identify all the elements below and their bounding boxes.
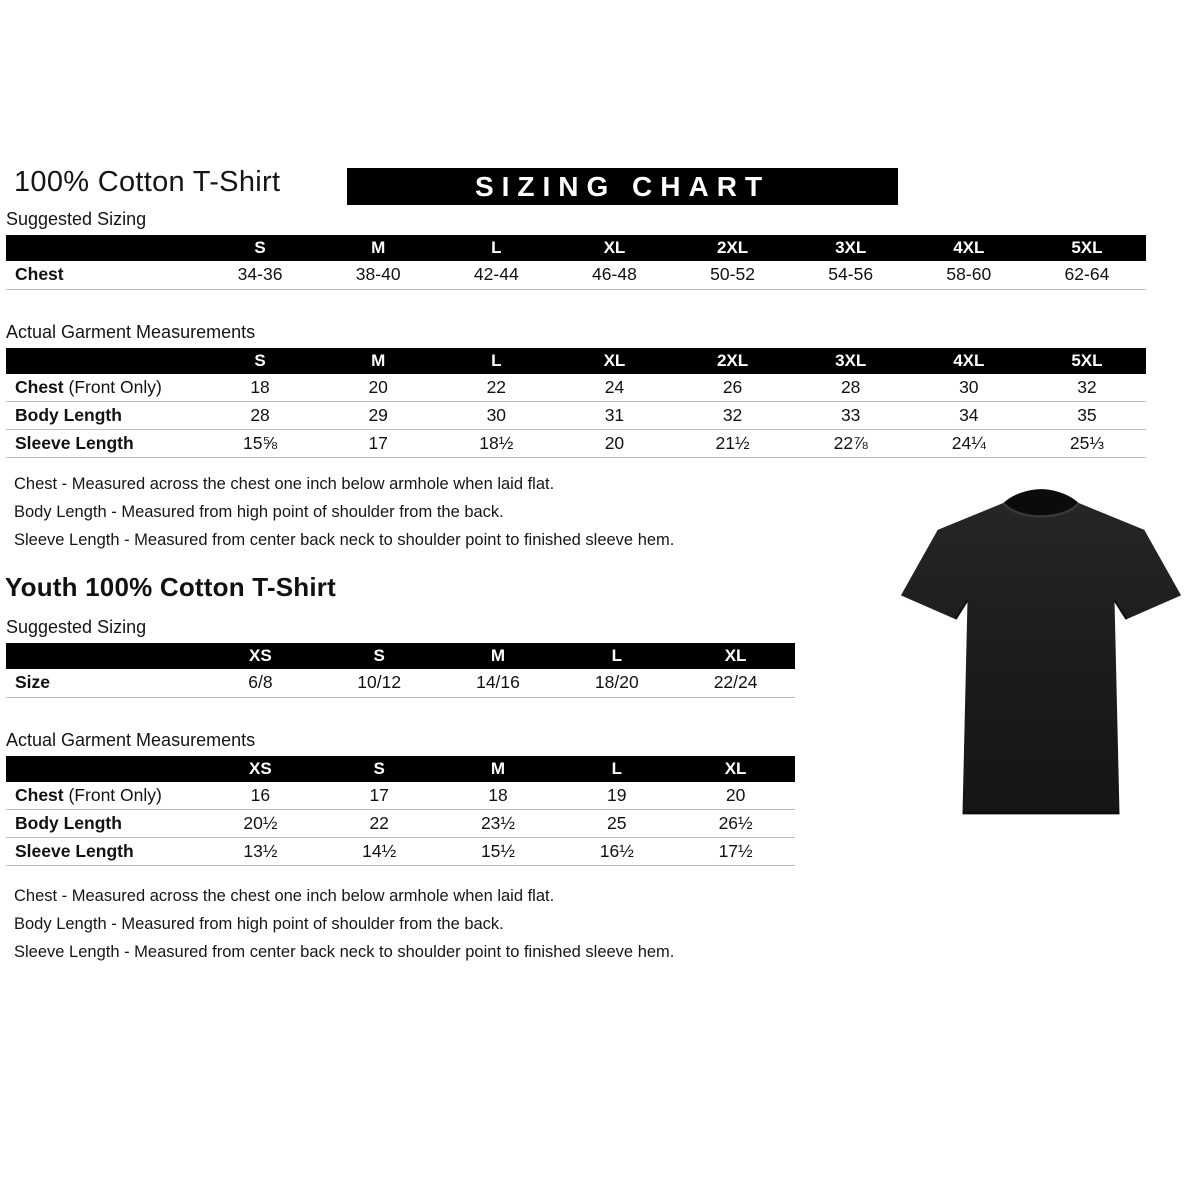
cell-value: 20 — [555, 430, 673, 458]
size-header: M — [439, 643, 558, 669]
youth-actual-measurements-table — [6, 756, 795, 867]
size-header: M — [319, 348, 437, 374]
cell-value: 26½ — [676, 810, 795, 838]
size-header: S — [320, 643, 439, 669]
cell-value: 30 — [437, 402, 555, 430]
cell-value: 23½ — [439, 810, 558, 838]
size-header: 2XL — [674, 348, 792, 374]
note-line: Sleeve Length - Measured from center back neck to shoulder point to finished sleeve hem. — [14, 531, 675, 549]
cell-value: 34-36 — [201, 261, 319, 289]
cell-value: 22⅞ — [792, 430, 910, 458]
row-label: Chest (Front Only) — [6, 374, 201, 402]
table-row — [6, 782, 795, 810]
row-label: Sleeve Length — [6, 838, 201, 866]
tshirt-illustration — [892, 477, 1190, 835]
row-label: Sleeve Length — [6, 430, 201, 458]
cell-value: 33 — [792, 402, 910, 430]
row-label: Body Length — [6, 810, 201, 838]
cell-value: 28 — [792, 374, 910, 402]
table-header-row — [6, 235, 1146, 261]
cell-value: 38-40 — [319, 261, 437, 289]
cell-value: 30 — [910, 374, 1028, 402]
cell-value: 22 — [320, 810, 439, 838]
youth-suggested-sizing-label: Suggested Sizing — [6, 617, 147, 637]
size-header: 3XL — [792, 235, 910, 261]
size-header: S — [320, 756, 439, 782]
table-header-row — [6, 643, 795, 669]
adult-actual-measurements-table — [6, 348, 1146, 459]
corner-cell — [6, 348, 201, 374]
table-row — [6, 810, 795, 838]
cell-value: 25 — [557, 810, 676, 838]
size-header: XL — [676, 756, 795, 782]
cell-value: 14½ — [320, 838, 439, 866]
cell-value: 31 — [555, 402, 673, 430]
table-row — [6, 374, 1146, 402]
size-header: M — [319, 235, 437, 261]
cell-value: 58-60 — [910, 261, 1028, 289]
cell-value: 15⅝ — [201, 430, 319, 458]
cell-value: 17 — [319, 430, 437, 458]
cell-value: 62-64 — [1028, 261, 1146, 289]
youth-title: Youth 100% Cotton T-Shirt — [5, 572, 336, 602]
cell-value: 29 — [319, 402, 437, 430]
table-row — [6, 669, 795, 697]
youth-measurement-notes — [14, 882, 1200, 966]
cell-value: 35 — [1028, 402, 1146, 430]
cell-value: 13½ — [201, 838, 320, 866]
table-row — [6, 430, 1146, 458]
adult-actual-measurements-label: Actual Garment Measurements — [6, 321, 256, 342]
note-line: Sleeve Length - Measured from center back neck to shoulder point to finished sleeve hem. — [14, 943, 675, 961]
youth-actual-measurements-label: Actual Garment Measurements — [6, 729, 256, 750]
cell-value: 34 — [910, 402, 1028, 430]
cell-value: 6/8 — [201, 669, 320, 697]
cell-value: 20 — [676, 782, 795, 810]
cell-value: 19 — [557, 782, 676, 810]
size-header: XL — [555, 235, 673, 261]
row-label: Chest — [6, 261, 201, 289]
cell-value: 25⅓ — [1028, 430, 1146, 458]
sizing-chart-banner: SIZING CHART — [347, 168, 898, 205]
note-line: Body Length - Measured from high point of shoulder from the back. — [14, 915, 504, 933]
row-label: Chest (Front Only) — [6, 782, 201, 810]
cell-value: 32 — [1028, 374, 1146, 402]
adult-suggested-sizing-label: Suggested Sizing — [6, 209, 147, 229]
tshirt-body-shape — [901, 503, 1181, 813]
row-label: Size — [6, 669, 201, 697]
cell-value: 18½ — [437, 430, 555, 458]
row-label: Body Length — [6, 402, 201, 430]
cell-value: 28 — [201, 402, 319, 430]
black-tshirt-photo — [892, 477, 1190, 835]
cell-value: 22 — [437, 374, 555, 402]
cell-value: 24¼ — [910, 430, 1028, 458]
size-header: S — [201, 348, 319, 374]
table-header-row — [6, 348, 1146, 374]
size-header: L — [437, 235, 555, 261]
cell-value: 21½ — [674, 430, 792, 458]
adult-title: 100% Cotton T-Shirt — [14, 166, 281, 198]
size-header: 4XL — [910, 348, 1028, 374]
cell-value: 26 — [674, 374, 792, 402]
corner-cell — [6, 235, 201, 261]
cell-value: 20 — [319, 374, 437, 402]
cell-value: 20½ — [201, 810, 320, 838]
cell-value: 54-56 — [792, 261, 910, 289]
youth-suggested-sizing-table — [6, 643, 795, 698]
cell-value: 15½ — [439, 838, 558, 866]
cell-value: 46-48 — [555, 261, 673, 289]
size-header: 5XL — [1028, 348, 1146, 374]
cell-value: 32 — [674, 402, 792, 430]
cell-value: 18/20 — [557, 669, 676, 697]
cell-value: 24 — [555, 374, 673, 402]
size-header: L — [557, 756, 676, 782]
corner-cell — [6, 756, 201, 782]
cell-value: 18 — [439, 782, 558, 810]
size-header: XL — [555, 348, 673, 374]
cell-value: 50-52 — [674, 261, 792, 289]
note-line: Chest - Measured across the chest one inch below armhole when laid flat. — [14, 475, 555, 493]
size-header: 4XL — [910, 235, 1028, 261]
cell-value: 42-44 — [437, 261, 555, 289]
size-header: M — [439, 756, 558, 782]
size-header: L — [557, 643, 676, 669]
cell-value: 18 — [201, 374, 319, 402]
size-header: XS — [201, 643, 320, 669]
size-header: XL — [676, 643, 795, 669]
cell-value: 10/12 — [320, 669, 439, 697]
table-row — [6, 838, 795, 866]
cell-value: 16 — [201, 782, 320, 810]
size-header: 2XL — [674, 235, 792, 261]
table-row — [6, 402, 1146, 430]
cell-value: 14/16 — [439, 669, 558, 697]
adult-suggested-sizing-table — [6, 235, 1146, 290]
table-row — [6, 261, 1146, 289]
size-header: 3XL — [792, 348, 910, 374]
cell-value: 22/24 — [676, 669, 795, 697]
corner-cell — [6, 643, 201, 669]
cell-value: 17½ — [676, 838, 795, 866]
table-header-row — [6, 756, 795, 782]
note-line: Body Length - Measured from high point of shoulder from the back. — [14, 503, 504, 521]
cell-value: 17 — [320, 782, 439, 810]
cell-value: 16½ — [557, 838, 676, 866]
size-header: L — [437, 348, 555, 374]
note-line: Chest - Measured across the chest one inch below armhole when laid flat. — [14, 887, 555, 905]
size-header: XS — [201, 756, 320, 782]
size-header: 5XL — [1028, 235, 1146, 261]
size-header: S — [201, 235, 319, 261]
